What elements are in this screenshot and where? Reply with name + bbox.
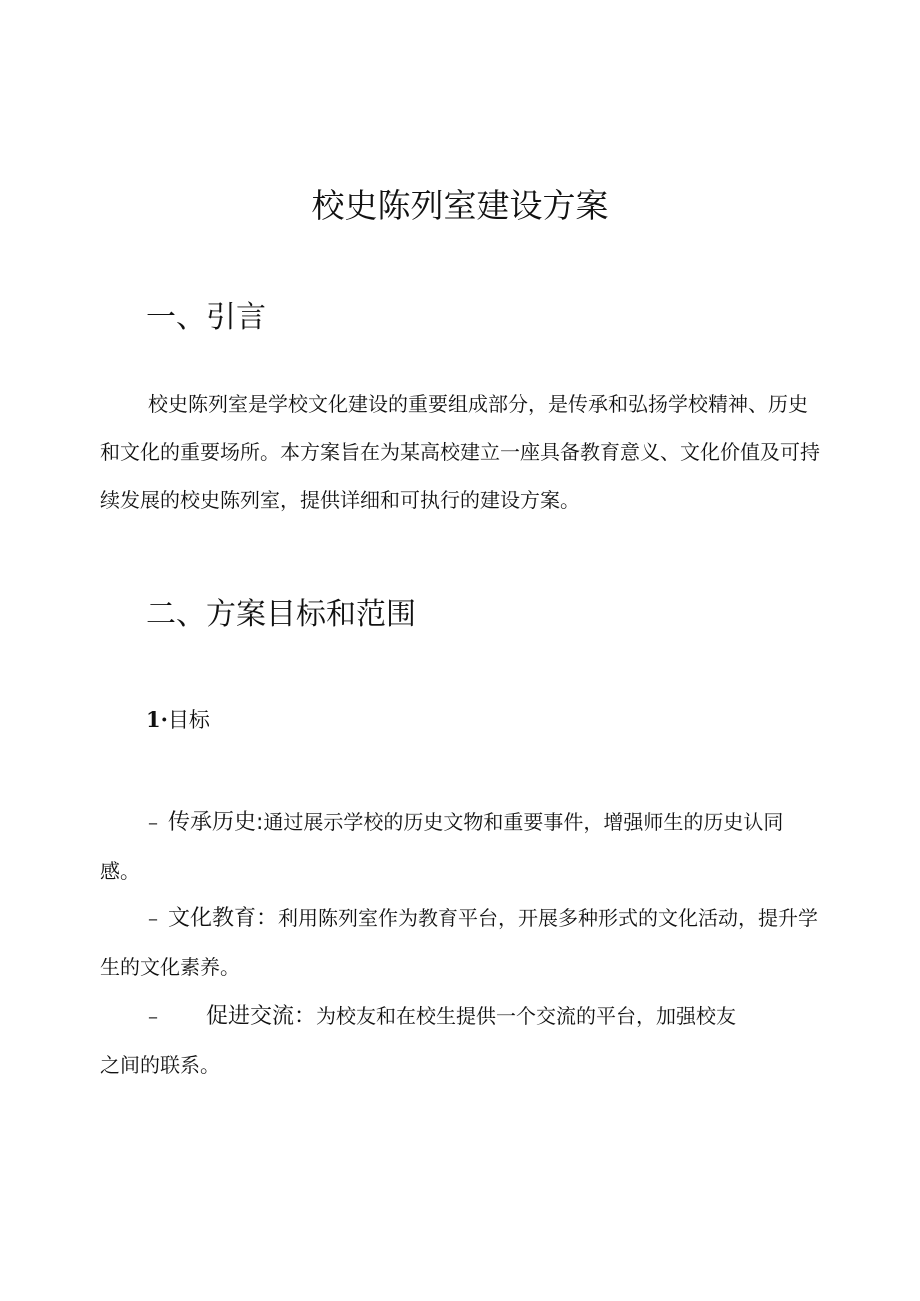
section-heading-goals-scope: 二、方案目标和范围: [146, 597, 416, 632]
goal-item-inherit-history: [100, 798, 820, 895]
goal-label: 促进交流：: [206, 1004, 317, 1029]
bullet-dash: –: [148, 1004, 158, 1028]
bullet-dash: –: [148, 810, 158, 834]
goal-label: 传承历史:: [168, 810, 264, 835]
subheading-number: 1·: [146, 707, 168, 732]
goal-text: 通过展示学校的历史文物和重要事件，增强师生的历史认同感。: [100, 810, 784, 883]
goal-text-continued: 之间的联系。: [100, 1053, 220, 1077]
goal-item-cultural-education: [100, 894, 820, 991]
goal-label: 文化教育：: [168, 906, 279, 931]
bullet-dash: –: [148, 906, 158, 930]
introduction-paragraph: 校史陈列室是学校文化建设的重要组成部分，是传承和弘扬学校精神、历史和文化的重要场所。本方案旨在为某高校建立一座具备教育意义、文化价值及可持续发展的校史陈列室，提供详细和可执行的建设方案。: [100, 392, 820, 512]
goal-text: 利用陈列室作为教育平台，开展多种形式的文化活动，提升学生的文化素养。: [100, 906, 819, 979]
subheading-text: 目标: [167, 708, 210, 732]
section-heading-introduction: 一、引言: [146, 300, 266, 335]
goal-text: 为校友和在校生提供一个交流的平台，加强校友: [316, 1004, 737, 1028]
subheading-goals: [146, 704, 210, 734]
document-title: 校史陈列室建设方案: [311, 186, 609, 225]
goal-item-promote-exchange: [100, 992, 820, 1089]
